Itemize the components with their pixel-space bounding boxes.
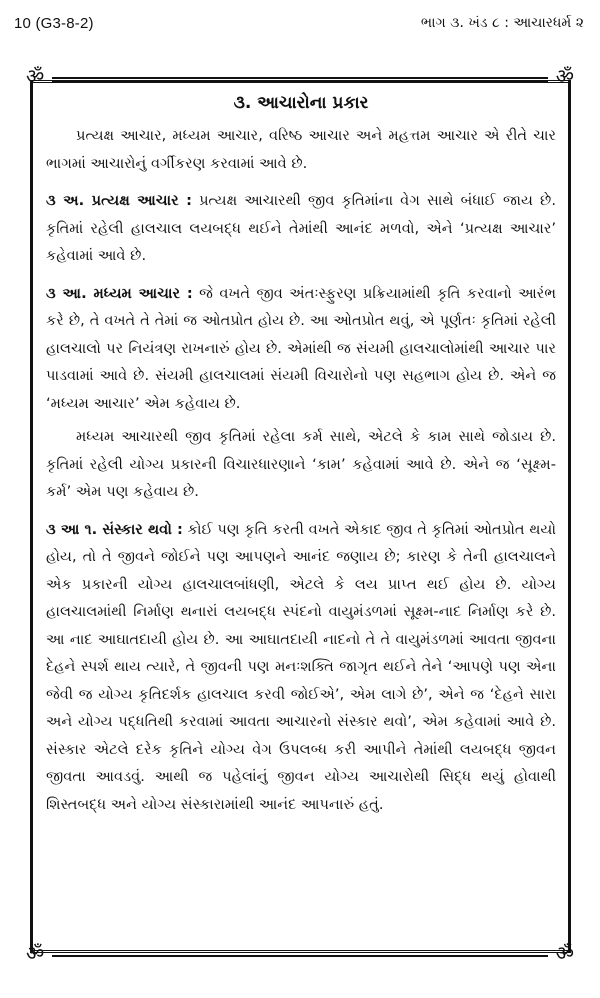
section-sanskar [46,516,556,819]
page-number: 10 (G3-8-2) [14,14,94,32]
om-ornament-icon: ॐ [26,64,45,88]
section-pratyaksh [46,187,556,270]
running-title: ભાગ ૩. ખંડ ૮ : આચારધર્મ ૨ [420,15,584,31]
section-text: કોઈ પણ કૃતિ કરતી વખતે એકાદ જીવ તે કૃતિમાં ઓતપ્રોત થયો હોય, તો તે જીવને જોઈને પણ આપણને આનંદ જણાય છે; કારણ કે તેની હાલચાલને એક પ્રકારની યોગ્ય હાલચાલબાંધણી, એટલે કે લય પ્રાપ્ત થઈ હોય છે. યોગ્ય હાલચાલમાંથી નિર્માણ થનારાં લયબદ્ધ સ્પંદનો વાયુમંડળમાં સૂક્ષ્મ-નાદ નિર્માણ કરે છે. આ નાદ આઘાતદાયી હોય છે. આ આઘાતદાયી નાદનો તે તે વાયુમંડળમાં આવતા જીવના દેહને સ્પર્શ થાય ત્યારે, તે જીવની પણ મનઃશક્તિ જાગૃત થઈને તેને ‘આપણે પણ એના જેવી જ યોગ્ય કૃતિદર્શક હાલચાલ કરવી જોઈએ’, એમ લાગે છે’, એને જ ‘દેહને સારા અને યોગ્ય પદ્ધતિથી કરવામાં આવતા આચારનો સંસ્કાર થવો’, એમ કહેવામાં આવે છે. સંસ્કાર એટલે દરેક કૃતિને યોગ્ય વેગ ઉપલબ્ધ કરી આપીને તેમાંથી લયબદ્ધ જીવન જીવતા આવડવું. આથી જ પહેલાંનું જીવન યોગ્ય આચારોથી સિદ્ધ થયું હોવાથી શિસ્તબદ્ધ અને યોગ્ય સંસ્કારામાંથી આનંદ આપનારું હતું. [46,520,556,813]
section-text: પ્રત્યક્ષ આચારથી જીવ કૃતિમાંના વેગ સાથે બંધાઈ જાય છે. કૃતિમાં રહેલી હાલચાલ લયબદ્ધ થઈને તેમાંથી આનંદ મળવો, એને ‘પ્રત્યક્ષ આચાર’ કહેવામાં આવે છે. [46,192,556,264]
om-ornament-icon: ॐ [26,941,45,965]
section-heading: ૩ આ ૧. સંસ્કાર થવો : [46,520,183,538]
section-heading: ૩ અ. પ્રત્યક્ષ આચાર : [46,192,192,209]
page-content [46,88,556,824]
om-ornament-icon: ॐ [555,64,574,88]
intro-paragraph: પ્રત્યક્ષ આચાર, મધ્યમ આચાર, વરિષ્ઠ આચાર અને મહત્તમ આચાર એ રીતે ચાર ભાગમાં આચારોનું વર્ગીકરણ કરવામાં આવે છે. [46,127,556,172]
page-header [14,10,584,36]
section-heading: ૩ આ. મધ્યમ આચાર : [46,284,193,302]
bottom-border-rule [52,952,548,957]
madhyam-paragraph: મધ્યમ આચારથી જીવ કૃતિમાં રહેલા કર્મ સાથે, એટલે કે કામ સાથે જોડાય છે. કૃતિમાં રહેલી યોગ્ય પ્રકારની વિચારધારણાને ‘કામ’ કહેવામાં આવે છે. એને જ ‘સૂક્ષ્મ-કર્મ’ એમ પણ કહેવાય છે. [46,428,556,500]
section-text: જે વખતે જીવ અંતઃસ્ફુરણ પ્રક્રિયામાંથી કૃતિ કરવાનો આરંભ કરે છે, તે વખતે તે તેમાં જ ઓતપ્રોત હોય છે. આ ઓતપ્રોત થવું, એ પૂર્ણતઃ કૃતિમાં રહેલી હાલચાલો પર નિયંત્રણ રાખનારું હોય છે. એમાંથી જ સંયમી હાલચાલોમાંથી આચાર પાર પાડવામાં આવે છે. સંયમી હાલચાલમાં સંયમી વિચારોનો પણ સહભાગ હોય છે. એને જ ‘મધ્યમ આચાર’ એમ કહેવાય છે. [46,284,557,412]
om-ornament-icon: ॐ [555,941,574,965]
section-title: ૩. આચારોના પ્રકાર [233,93,369,113]
section-madhyam [46,280,556,418]
